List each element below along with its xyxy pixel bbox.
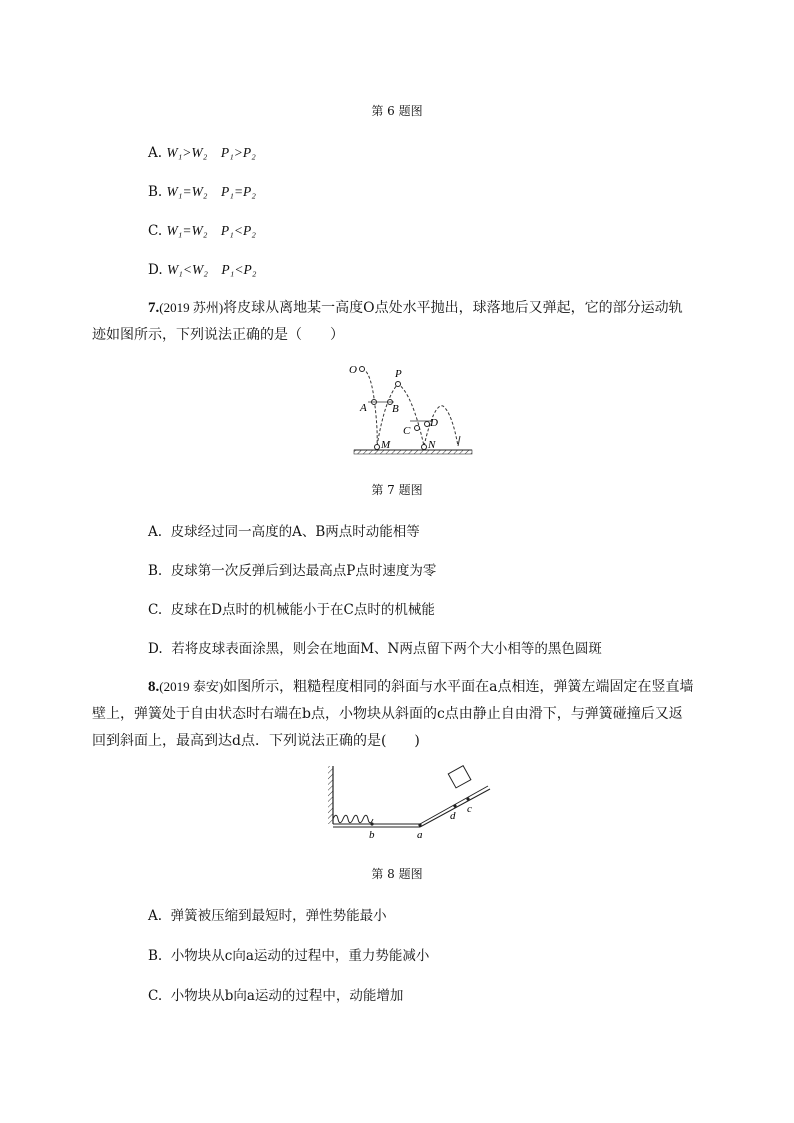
label-n: N [428,439,436,451]
option-label: B. [148,948,163,964]
q6-option-b [148,180,256,200]
q7-number: 7. [148,300,160,316]
option-text: 若将皮球表面涂黑，则会在地面M、N两点留下两个大小相等的黑色圆斑 [171,641,602,657]
option-text: W₁=W₂ P₁<P₂ [166,223,256,238]
option-text: 皮球在D点时的机械能小于在C点时的机械能 [170,602,435,618]
label-b: b [369,829,375,841]
ground [354,450,472,454]
ball-c [415,426,420,431]
option-text: W₁<W₂ P₁<P₂ [166,262,257,277]
q6-option-a [148,141,256,161]
q7-stem [92,294,696,349]
option-text: W₁>W₂ P₁>P₂ [166,145,256,160]
q6-figure-caption: 第 6 题图 [371,104,423,118]
option-text: 小物块从b向a运动的过程中，动能增加 [170,988,404,1004]
q8-source: (2019 泰安) [159,679,224,694]
wall-hatch [328,766,333,824]
block [448,766,471,788]
q7-source: (2019 苏州) [159,300,224,315]
label-m: M [381,439,391,451]
ball-n [422,445,427,450]
trajectory-end [458,436,460,446]
q6-option-c [148,219,256,239]
q8-option-c [148,984,403,1004]
option-text: W₁=W₂ P₁=P₂ [166,184,256,199]
q7-option-a [148,520,420,540]
option-label: C. [148,988,163,1004]
label-a: A [360,402,367,414]
ball-m [375,445,380,450]
label-d: D [430,417,438,429]
option-text: 小物块从c向a运动的过程中，重力势能减小 [170,948,430,964]
label-a: a [417,829,423,841]
option-text: 弹簧被压缩到最短时，弹性势能最小 [170,908,387,924]
option-label: C. [148,602,163,618]
option-label: D. [148,262,163,278]
q8-stem-text: 如图所示，粗糙程度相同的斜面与水平面在a点相连，弹簧左端固定在竖直墙壁上，弹簧处于自由状态时右端在b点，小物块从斜面的c点由静止自由滑下，与弹簧碰撞后又返回到斜面上，最高到达d点．下列说法正确的是( ) [92,679,694,749]
q8-stem [92,673,696,755]
q8-figure-spring-incline [322,762,494,842]
label-p: P [395,368,402,380]
q7-option-b [148,559,436,579]
ball-p [396,382,401,387]
label-o: O [349,364,357,376]
q7-option-d [148,637,602,657]
q7-option-c [148,598,435,618]
spring [333,815,373,823]
option-text: 皮球第一次反弹后到达最高点P点时速度为零 [170,563,437,579]
q7-figure-caption: 第 7 题图 [371,483,423,497]
q7-stem-text: 将皮球从离地某一高度O点处水平抛出，球落地后又弹起，它的部分运动轨迹如图所示，下列说法正确的是（ ） [92,300,683,343]
point-c [466,797,469,800]
q7-figure-bounce-trajectory [340,358,480,458]
option-text: 皮球经过同一高度的A、B两点时动能相等 [170,524,420,540]
option-label: A. [148,145,163,161]
option-label: A. [148,908,163,924]
option-label: D. [148,641,163,657]
trajectory-2 [377,384,424,446]
q8-number: 8. [148,679,160,695]
ball-o [360,367,365,372]
label-d: d [450,810,456,822]
option-label: A. [148,524,163,540]
label-b: B [392,403,399,415]
option-label: C. [148,223,163,239]
label-c: C [403,425,411,437]
q8-option-a [148,904,387,924]
q8-option-b [148,944,429,964]
label-c: c [467,803,472,815]
option-label: B. [148,563,163,579]
option-label: B. [148,184,163,200]
point-a [418,823,421,826]
ball-d [425,422,430,427]
point-d [453,804,456,807]
q8-figure-caption: 第 8 题图 [371,867,423,881]
point-b [370,822,373,825]
q6-option-d [148,258,256,278]
